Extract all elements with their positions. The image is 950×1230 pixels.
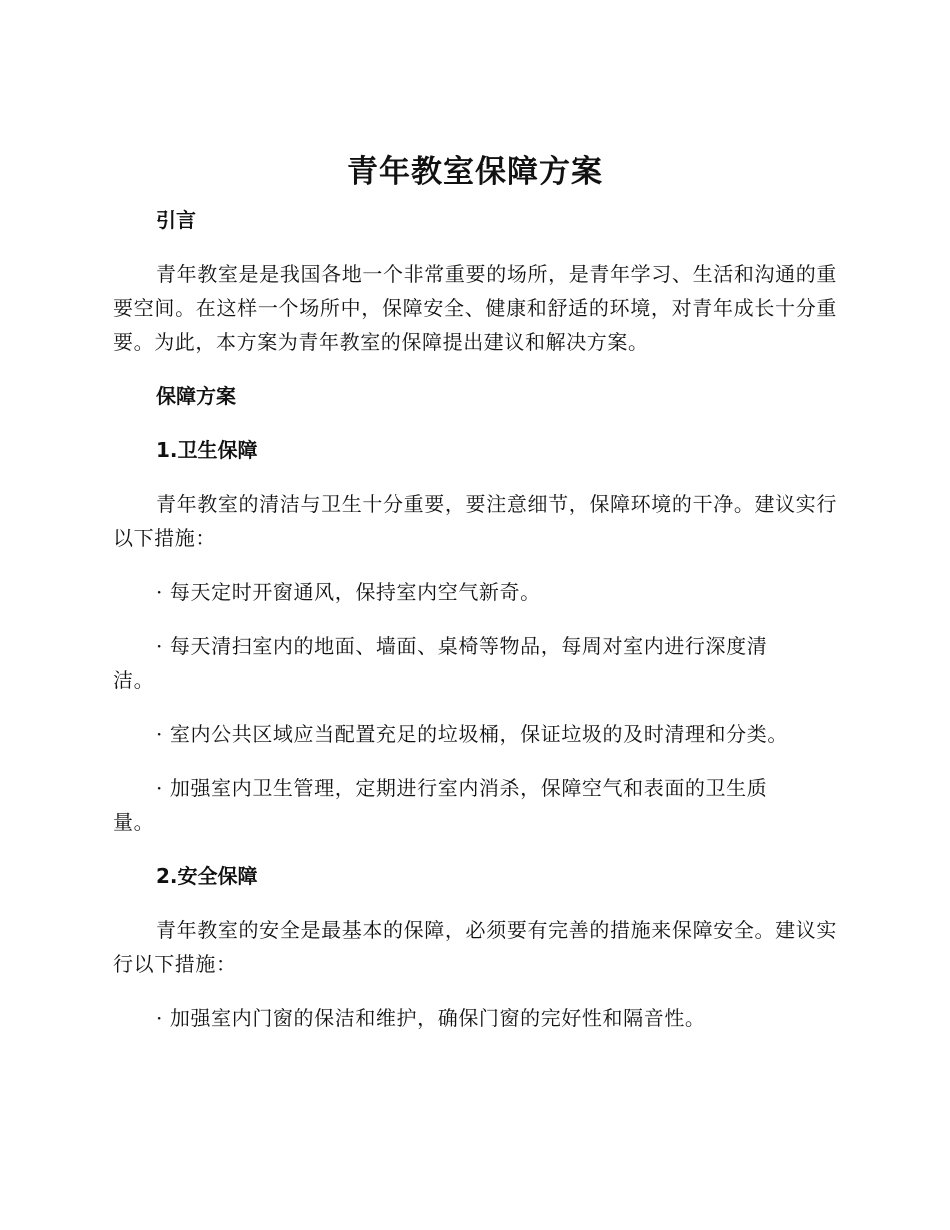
intro-paragraph: 青年教室是是我国各地一个非常重要的场所，是青年学习、生活和沟通的重要空间。在这样一个场所中，保障安全、健康和舒适的环境，对青年成长十分重要。为此，本方案为青年教室的保障提出建议和解决方案。 (113, 262, 837, 354)
safety-paragraph: 青年教室的安全是最基本的保障，必须要有完善的措施来保障安全。建议实行以下措施： (113, 918, 837, 976)
intro-heading: 引言 (156, 208, 196, 232)
hygiene-heading: 1.卫生保障 (156, 438, 258, 462)
safety-item: · 加强室内门窗的保洁和维护，确保门窗的完好性和隔音性。 (156, 1006, 706, 1030)
hygiene-item: · 室内公共区域应当配置充足的垃圾桶，保证垃圾的及时清理和分类。 (156, 722, 788, 746)
safety-heading: 2.安全保障 (156, 864, 258, 888)
hygiene-item: · 每天清扫室内的地面、墙面、桌椅等物品，每周对室内进行深度清洁。 (113, 634, 768, 692)
plan-heading: 保障方案 (156, 384, 236, 408)
hygiene-item: · 加强室内卫生管理，定期进行室内消杀，保障空气和表面的卫生质量。 (113, 776, 768, 834)
hygiene-item: · 每天定时开窗通风，保持室内空气新奇。 (156, 580, 541, 604)
hygiene-paragraph: 青年教室的清洁与卫生十分重要，要注意细节，保障环境的干净。建议实行以下措施： (113, 492, 837, 550)
page-title: 青年教室保障方案 (347, 154, 603, 190)
document-body (113, 203, 837, 1035)
